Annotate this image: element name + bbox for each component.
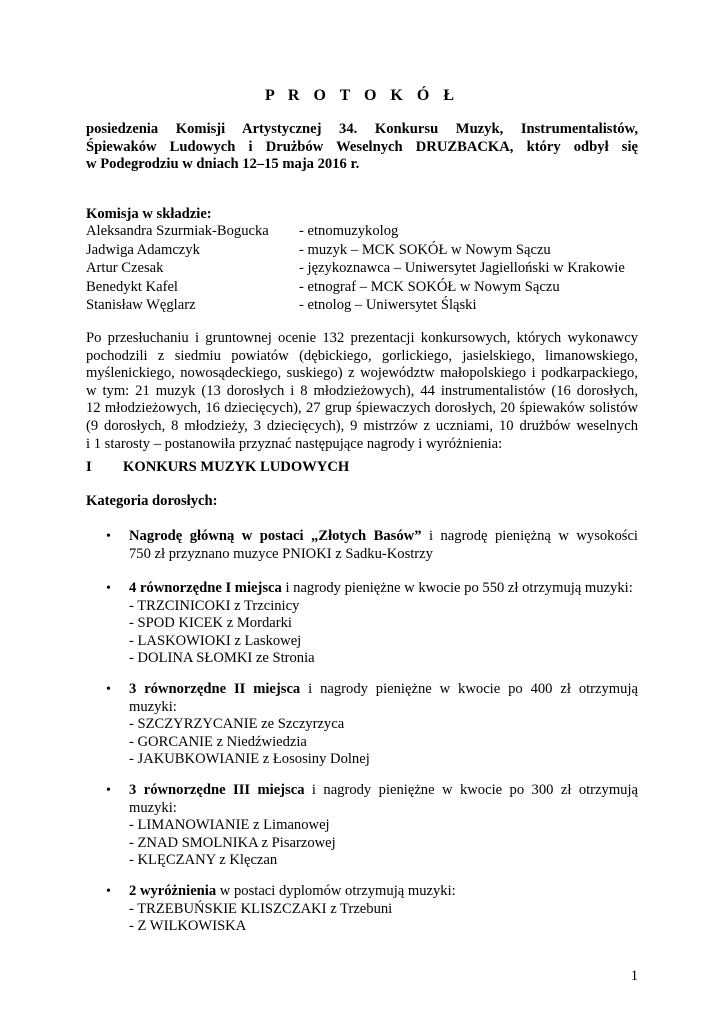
member-name: Stanisław Węglarz — [86, 297, 196, 314]
intro-line: i 1 starosty – postanowiła przyznać następujące nagrody i wyróżnienia: — [86, 435, 503, 452]
member-role: - etnolog – Uniwersytet Śląski — [299, 297, 477, 314]
intro-line: Po przesłuchaniu i gruntownej ocenie 132 prezentacji konkursowych, których wykonawcy — [86, 330, 638, 346]
prize-body — [129, 883, 638, 936]
prize-lead-rest: w postaci dyplomów otrzymują muzyki: — [216, 883, 456, 899]
document-title: P R O T O K Ó Ł — [265, 87, 459, 104]
commission-member — [86, 260, 646, 279]
prize-continuation: muzyki: — [129, 698, 177, 715]
prize-lead-rest: i nagrodę pieniężną w wysokości — [421, 528, 638, 544]
commission-member — [86, 297, 646, 316]
intro-line: w tym: 21 muzyk (13 dorosłych i 8 młodzieżowych), 44 instrumentalistów (16 dorosłych, — [86, 382, 638, 399]
bullet-icon: • — [106, 682, 111, 697]
document-subtitle — [86, 121, 638, 174]
prize-lead — [129, 528, 638, 546]
category-heading: Kategoria dorosłych: — [86, 493, 218, 509]
prize-continuation: muzyki: — [129, 799, 177, 816]
prize-body — [129, 782, 638, 870]
bullet-icon: • — [106, 529, 111, 544]
section-heading — [86, 459, 349, 477]
prize-lead — [129, 883, 638, 901]
member-role: - etnomuzykolog — [299, 223, 399, 239]
prize-lead-bold: 4 równorzędne I miejsca — [129, 580, 282, 596]
bullet-icon: • — [106, 783, 111, 798]
prize-body — [129, 681, 638, 769]
prize-winner: - SZCZYRZYCANIE ze Szczyrzyca — [129, 716, 345, 733]
prize-lead-rest: i nagrody pieniężne w kwocie po 550 zł otrzymują muzyki: — [281, 580, 633, 596]
prize-winner: - Z WILKOWISKA — [129, 918, 247, 935]
prize-lead-rest: i nagrody pieniężne w kwocie po 400 zł otrzymują — [300, 681, 638, 697]
prize-lead — [129, 580, 638, 598]
subtitle-line: w Podegrodziu w dniach 12–15 maja 2016 r. — [86, 156, 360, 173]
prize-lead — [129, 681, 638, 699]
intro-paragraph — [86, 330, 638, 453]
bullet-icon: • — [106, 884, 111, 899]
member-role: - muzyk – MCK SOKÓŁ w Nowym Sączu — [299, 241, 551, 258]
commission-member — [86, 279, 646, 298]
prize-lead-rest: i nagrody pieniężne w kwocie po 300 zł otrzymują — [304, 782, 638, 798]
prize-lead-bold: 3 równorzędne II miejsca — [129, 681, 301, 697]
member-role: - językoznawca – Uniwersytet Jagielloński w Krakowie — [299, 260, 625, 277]
member-name: Aleksandra Szurmiak-Bogucka — [86, 223, 269, 239]
prize-winner: - ZNAD SMOLNIKA z Pisarzowej — [129, 834, 336, 851]
commission-heading: Komisja w składzie: — [86, 206, 212, 222]
prize-lead-bold: 3 równorzędne III miejsca — [129, 782, 305, 798]
section-title: KONKURS MUZYK LUDOWYCH — [123, 459, 350, 475]
section-number: I — [86, 459, 92, 475]
prize-winner: - GORCANIE z Niedźwiedzia — [129, 733, 307, 750]
prize-winner: - LASKOWIOKI z Laskowej — [129, 632, 302, 649]
prize-winner: - KLĘCZANY z Klęczan — [129, 852, 278, 869]
intro-line: myślenickiego, nowosądeckiego, suskiego) z województw małopolskiego i podkarpackiego, — [86, 365, 638, 382]
prize-body — [129, 580, 638, 668]
bullet-icon: • — [106, 581, 111, 596]
prize-winner: - TRZCINICOKI z Trzcinicy — [129, 597, 300, 614]
commission-list — [86, 223, 646, 316]
prize-winner: - JAKUBKOWIANIE z Łososiny Dolnej — [129, 751, 370, 768]
page-number: 1 — [630, 968, 638, 984]
prize-lead-bold: 2 wyróżnienia — [129, 883, 217, 899]
intro-line: 12 młodzieżowych, 16 dziecięcych), 27 grup śpiewaczych dorosłych, 20 śpiewaków solistów — [86, 400, 638, 417]
prize-winner: - LIMANOWIANIE z Limanowej — [129, 817, 330, 834]
member-name: Jadwiga Adamczyk — [86, 241, 200, 258]
prize-winner: - DOLINA SŁOMKI ze Stronia — [129, 650, 315, 667]
subtitle-line: Śpiewaków Ludowych i Drużbów Weselnych DRUZBACKA, który odbył się — [86, 138, 638, 155]
prize-winner: - TRZEBUŃSKIE KLISZCZAKI z Trzebuni — [129, 900, 393, 917]
subtitle-line: posiedzenia Komisji Artystycznej 34. Konkursu Muzyk, Instrumentalistów, — [86, 121, 638, 137]
prize-winner: - SPOD KICEK z Mordarki — [129, 615, 292, 632]
intro-line: pochodzili z siedmiu powiatów (dębickiego, gorlickiego, jasielskiego, limanowskiego, — [86, 347, 638, 364]
prize-continuation: 750 zł przyznano muzyce PNIOKI z Sadku-Kostrzy — [129, 545, 433, 562]
prize-lead — [129, 782, 638, 800]
member-name: Benedykt Kafel — [86, 278, 178, 295]
intro-line: (9 dorosłych, 8 młodzieży, 3 dziecięcych), 9 mistrzów z uczniami, 10 drużbów weselnych — [86, 417, 638, 434]
prize-lead-bold: Nagrodę główną w postaci „Złotych Basów” — [129, 528, 422, 544]
member-role: - etnograf – MCK SOKÓŁ w Nowym Sączu — [299, 278, 560, 295]
prize-body — [129, 528, 638, 563]
commission-member — [86, 223, 646, 242]
member-name: Artur Czesak — [86, 260, 164, 277]
commission-member — [86, 242, 646, 261]
